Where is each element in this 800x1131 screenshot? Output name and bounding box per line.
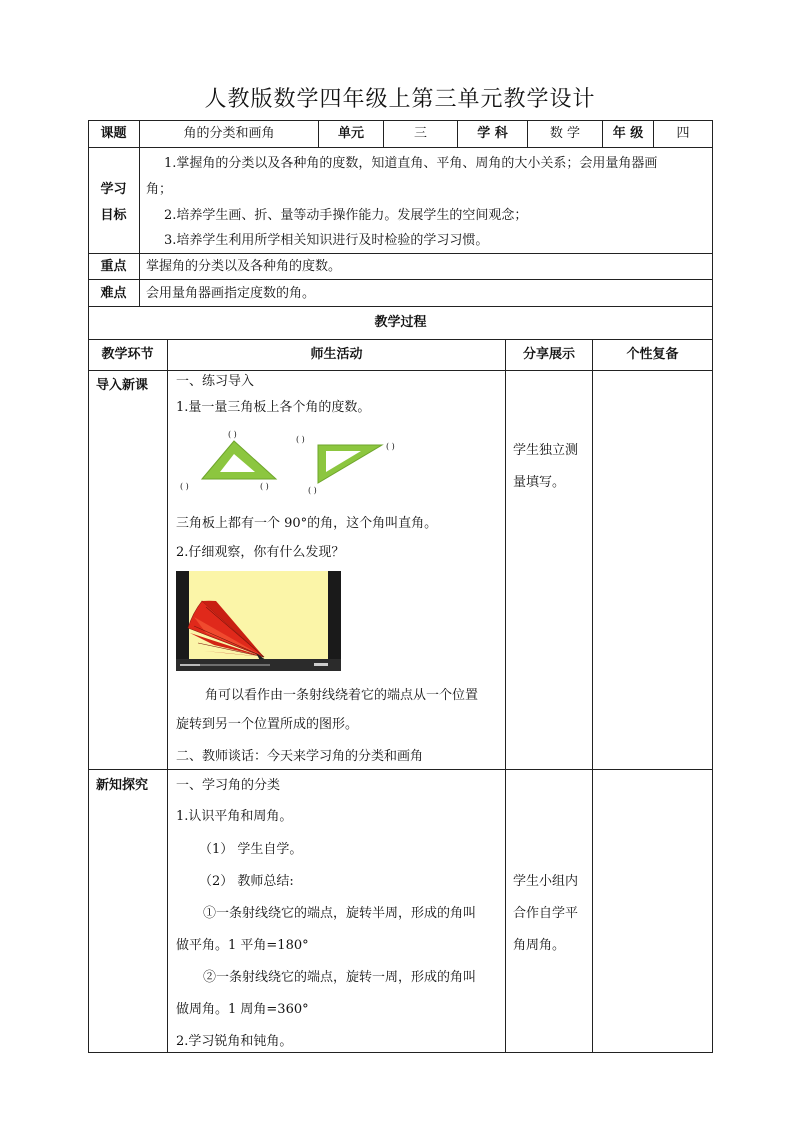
- process-title: 教学过程: [374, 315, 427, 330]
- share-line: 学生小组内: [513, 874, 579, 889]
- share-line: 角周角。: [513, 938, 566, 953]
- activity-line: 做平角。1 平角=180°: [176, 938, 309, 953]
- activity-line: （1） 学生自学。: [199, 842, 303, 857]
- activity-line: 做周角。1 周角=360°: [176, 1002, 309, 1017]
- column-header-share: 分享展示: [522, 347, 575, 362]
- stage-intro: 导入新课: [96, 378, 149, 393]
- play-icon[interactable]: [180, 661, 188, 669]
- page-title: 人教版数学四年级上第三单元教学设计: [204, 87, 596, 112]
- share-line: 合作自学平: [513, 906, 579, 921]
- column-header-activity: 师生活动: [310, 347, 363, 362]
- unit-label: 单元: [337, 126, 364, 141]
- activity-line: 1.量一量三角板上各个角的度数。: [176, 400, 371, 415]
- activity-line: 旋转到另一个位置所成的图形。: [176, 717, 359, 732]
- key-point-label: 重点: [100, 259, 127, 274]
- key-point-text: 掌握角的分类以及各种角的度数。: [146, 259, 342, 274]
- course-value: 角的分类和画角: [183, 126, 275, 141]
- goals-label-2: 目标: [100, 208, 127, 223]
- column-header-stage: 教学环节: [101, 347, 154, 362]
- activity-line: （2） 教师总结:: [199, 874, 294, 889]
- grade-value: 四: [676, 126, 690, 141]
- fullscreen-icon[interactable]: [328, 661, 338, 669]
- activity-line: 一、学习角的分类: [176, 778, 281, 793]
- stage-explore: 新知探究: [96, 778, 149, 793]
- activity-line: ②一条射线绕它的端点，旋转一周，形成的角叫: [203, 970, 477, 985]
- activity-line: 一、练习导入: [176, 374, 255, 389]
- subject-value: 数 学: [549, 126, 581, 141]
- angle-blank: ( ): [180, 482, 189, 491]
- fan-video-svg: [176, 571, 341, 671]
- activity-line: ①一条射线绕它的端点，旋转半周，形成的角叫: [203, 906, 477, 921]
- share-line: 学生独立测: [513, 443, 579, 458]
- goal-line-1a: 1.掌握角的分类以及各种角的度数，知道直角、平角、周角的大小关系；会用量角器画: [164, 156, 658, 171]
- triangle-rulers-figure: [176, 427, 416, 497]
- difficulty-label: 难点: [100, 286, 127, 301]
- angle-blank: ( ): [260, 482, 269, 491]
- activity-line: 2.仔细观察，你有什么发现？: [176, 545, 345, 560]
- angle-blank: ( ): [296, 435, 305, 444]
- activity-line: 三角板上都有一个 90°的角，这个角叫直角。: [176, 516, 438, 531]
- activity-line: 1.认识平角和周角。: [176, 809, 293, 824]
- activity-line: 2.学习锐角和钝角。: [176, 1034, 293, 1049]
- activity-line: 角可以看作由一条射线绕着它的端点从一个位置: [205, 688, 479, 703]
- goal-line-2: 2.培养学生画、折、量等动手操作能力。发展学生的空间观念；: [164, 208, 528, 223]
- activity-line: 二、教师谈话：今天来学习角的分类和画角: [176, 749, 424, 764]
- share-line: 量填写。: [513, 475, 566, 490]
- grade-label: 年 级: [612, 126, 644, 141]
- goal-line-3: 3.培养学生利用所学相关知识进行及时检验的学习习惯。: [164, 233, 489, 248]
- angle-blank: ( ): [228, 430, 237, 439]
- goal-line-1b: 角；: [146, 182, 173, 197]
- column-header-personal: 个性复备: [626, 347, 679, 362]
- angle-blank: ( ): [308, 486, 317, 495]
- goals-label-1: 学习: [100, 182, 127, 197]
- course-label: 课题: [100, 126, 127, 141]
- unit-value: 三: [413, 126, 427, 141]
- subject-label: 学 科: [477, 126, 508, 141]
- difficulty-text: 会用量角器画指定度数的角。: [146, 286, 316, 301]
- angle-blank: ( ): [386, 442, 395, 451]
- fan-video-figure: [176, 571, 341, 671]
